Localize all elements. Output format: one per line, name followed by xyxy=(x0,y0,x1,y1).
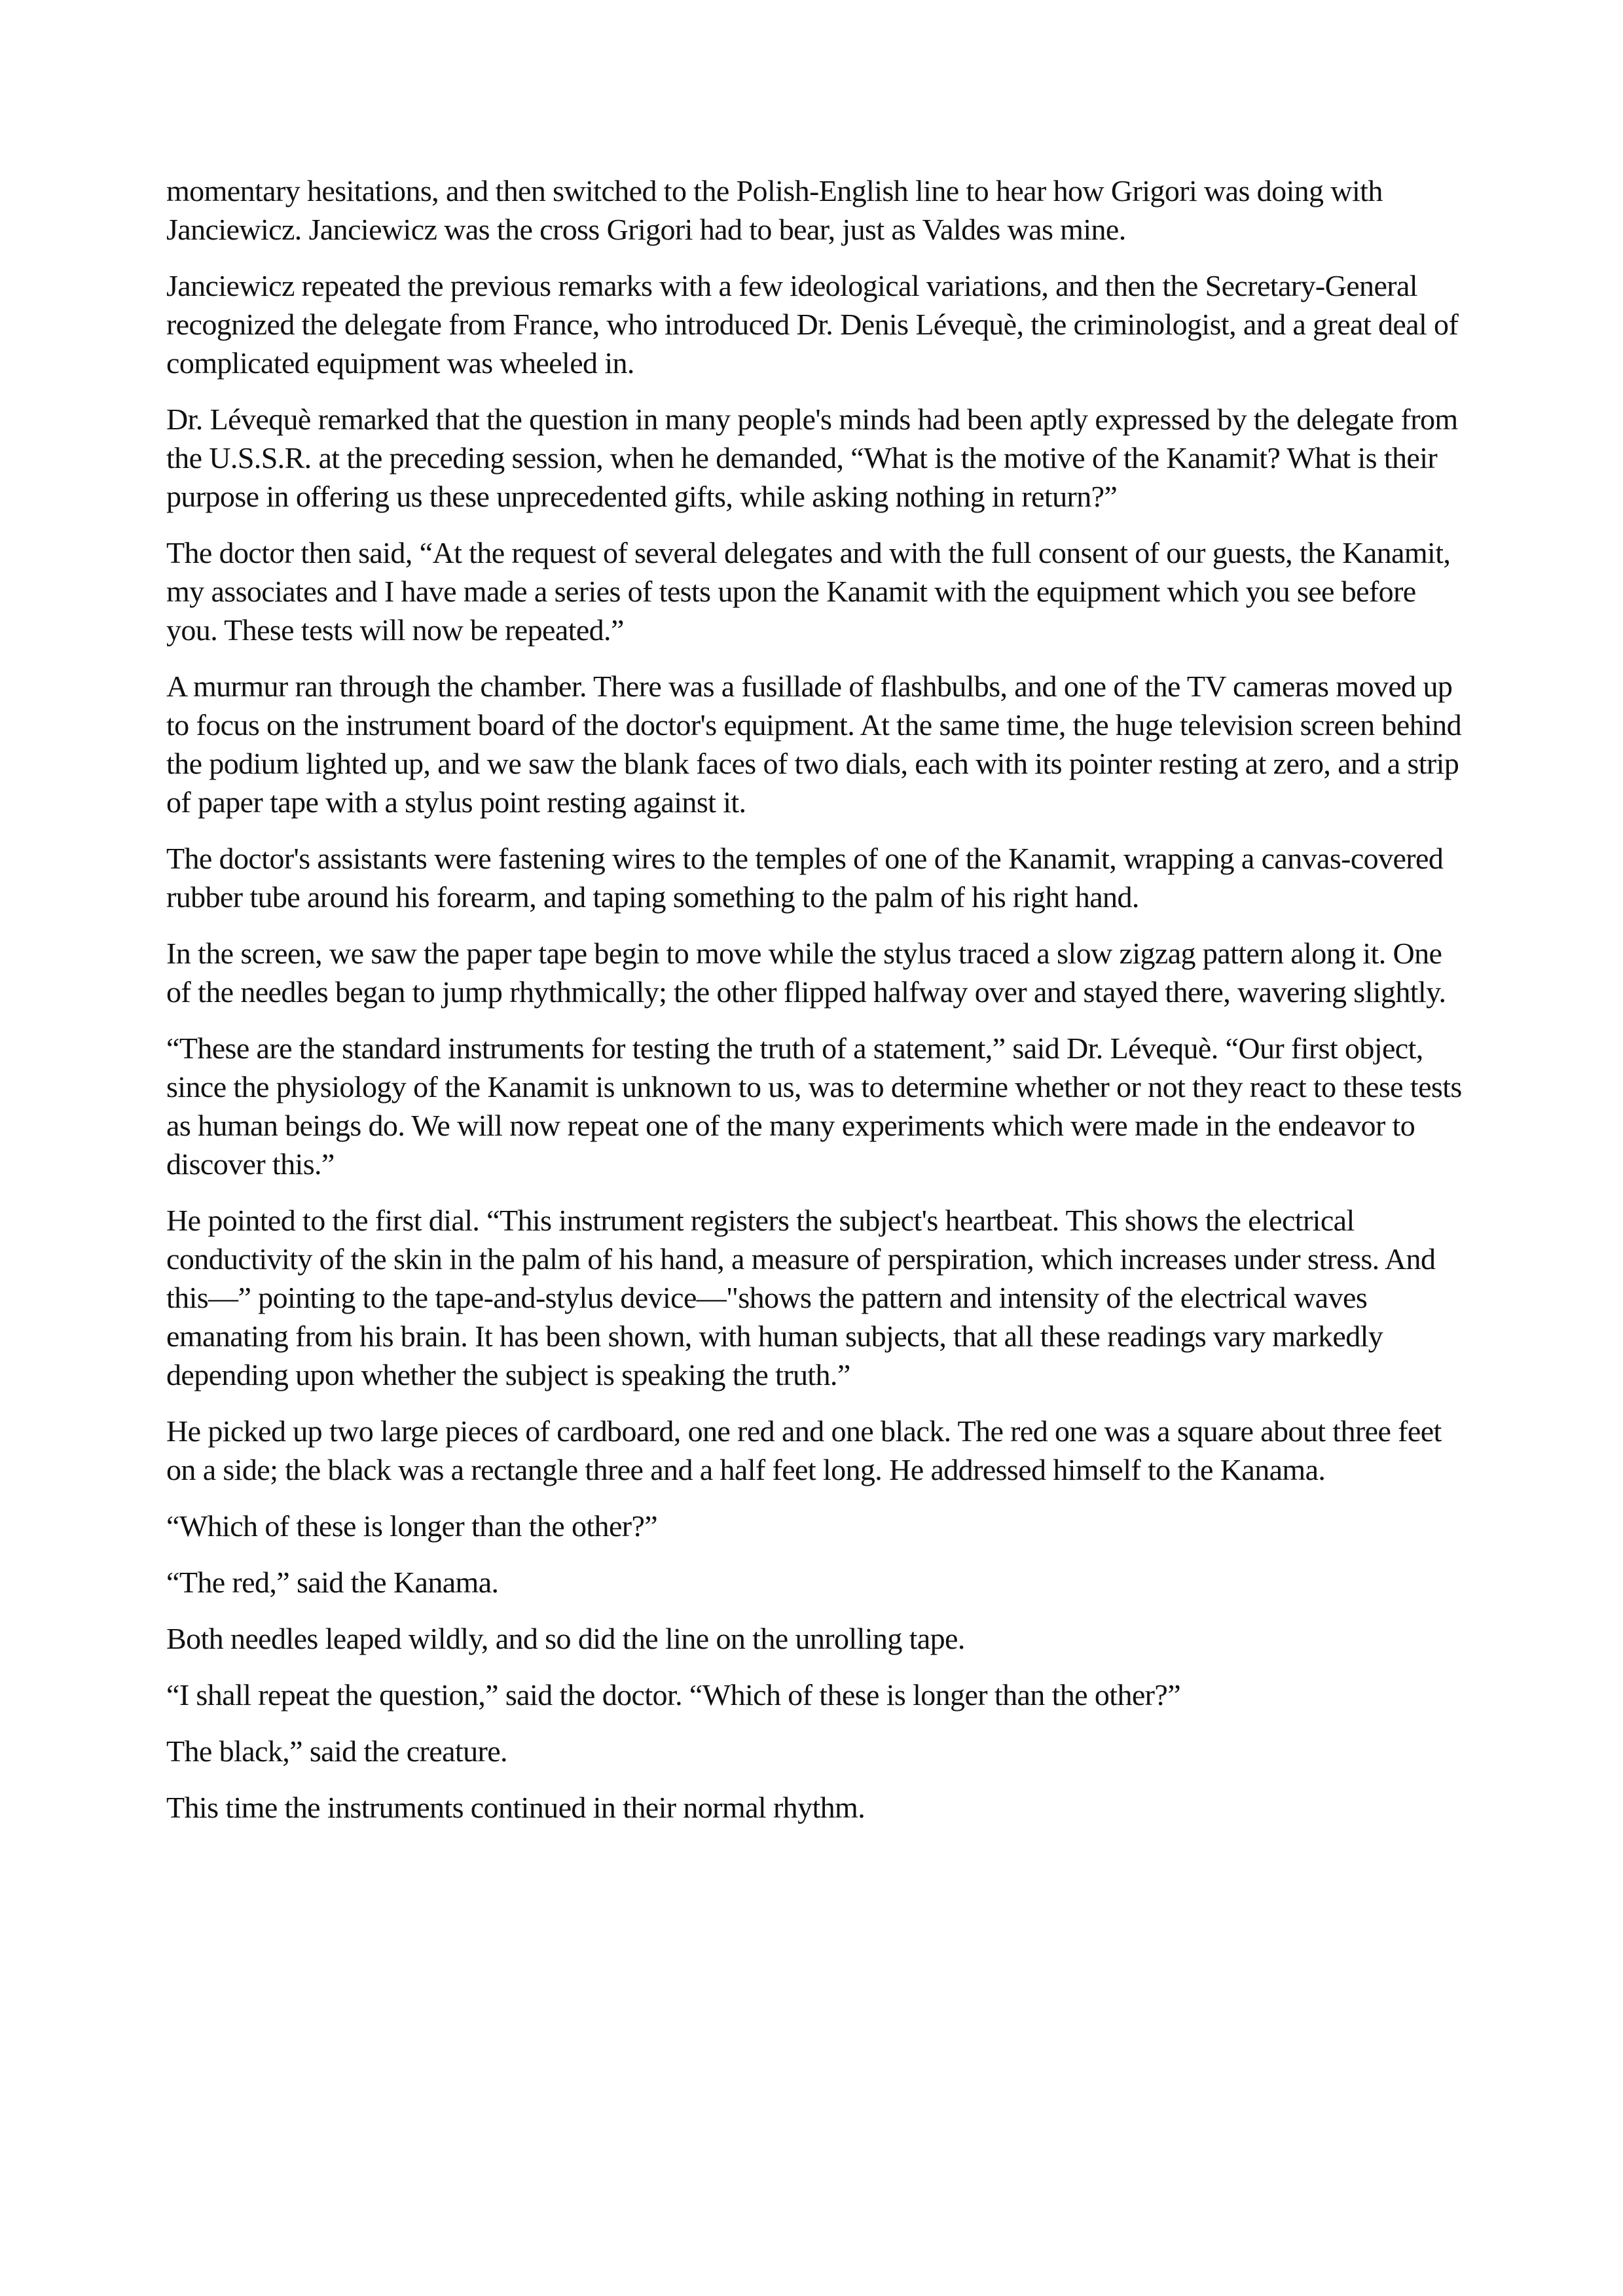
text-body xyxy=(166,171,1469,1844)
paragraph-10: He picked up two large pieces of cardboard, one red and one black. The red one was a square about three feet on a side; the black was a rectangle three and a half feet long. He addressed himself to the Kanama. xyxy=(166,1414,1442,1486)
paragraph-7: In the screen, we saw the paper tape begin to move while the stylus traced a slow zigzag pattern along it. One of the needles began to jump rhythmically; the other flipped halfway over and stayed there, wavering slightly. xyxy=(166,937,1446,1009)
paragraph-1: momentary hesitations, and then switched to the Polish-English line to hear how Grigori was doing with Janciewicz. Janciewicz was the cross Grigori had to bear, just as Valdes was mine. xyxy=(166,174,1383,246)
paragraph-12: “The red,” said the Kanama. xyxy=(166,1566,499,1599)
paragraph-15: The black,” said the creature. xyxy=(166,1734,507,1768)
paragraph-13: Both needles leaped wildly, and so did the line on the unrolling tape. xyxy=(166,1622,965,1655)
paragraph-5: A murmur ran through the chamber. There was a fusillade of flashbulbs, and one of the TV cameras moved up to focus on the instrument board of the doctor's equipment. At the same time, the huge television screen behind the podium lighted up, and we saw the blank faces of two dials, each with its pointer resting at zero, and a strip of paper tape with a stylus point resting against it. xyxy=(166,670,1461,819)
paragraph-8: “These are the standard instruments for testing the truth of a statement,” said Dr. Lévequè. “Our first object, since the physiology of the Kanamit is unknown to us, was to determine whether or not they react to these tests as human beings do. We will now repeat one of the many experiments which were made in the endeavor to discover this.” xyxy=(166,1031,1462,1181)
paragraph-6: The doctor's assistants were fastening wires to the temples of one of the Kanamit, wrapping a canvas-covered rubber tube around his forearm, and taping something to the palm of his right hand. xyxy=(166,842,1444,914)
paragraph-14: “I shall repeat the question,” said the doctor. “Which of these is longer than the other?” xyxy=(166,1678,1181,1712)
paragraph-9: He pointed to the first dial. “This instrument registers the subject's heartbeat. This shows the electrical conductivity of the skin in the palm of his hand, a measure of perspiration, which increases under stress. And this—” pointing to the tape-and-stylus device—"shows the pattern and intensity of the electrical waves emanating from his brain. It has been shown, with human subjects, that all these readings vary markedly depending upon whether the subject is speaking the truth.” xyxy=(166,1204,1436,1391)
paragraph-4: The doctor then said, “At the request of several delegates and with the full consent of our guests, the Kanamit, my associates and I have made a series of tests upon the Kanamit with the equipment which you see before you. These tests will now be repeated.” xyxy=(166,536,1451,647)
paragraph-16: This time the instruments continued in their normal rhythm. xyxy=(166,1791,866,1824)
paragraph-3: Dr. Lévequè remarked that the question in many people's minds had been aptly expressed by the delegate from the U.S.S.R. at the preceding session, when he demanded, “What is the motive of the Kanamit? What is their purpose in offering us these unprecedented gifts, while asking nothing in return?” xyxy=(166,403,1458,513)
paragraph-2: Janciewicz repeated the previous remarks with a few ideological variations, and then the Secretary-General recognized the delegate from France, who introduced Dr. Denis Lévequè, the criminologist, and a great deal of complicated equipment was wheeled in. xyxy=(166,269,1459,380)
paragraph-11: “Which of these is longer than the other?” xyxy=(166,1509,658,1543)
